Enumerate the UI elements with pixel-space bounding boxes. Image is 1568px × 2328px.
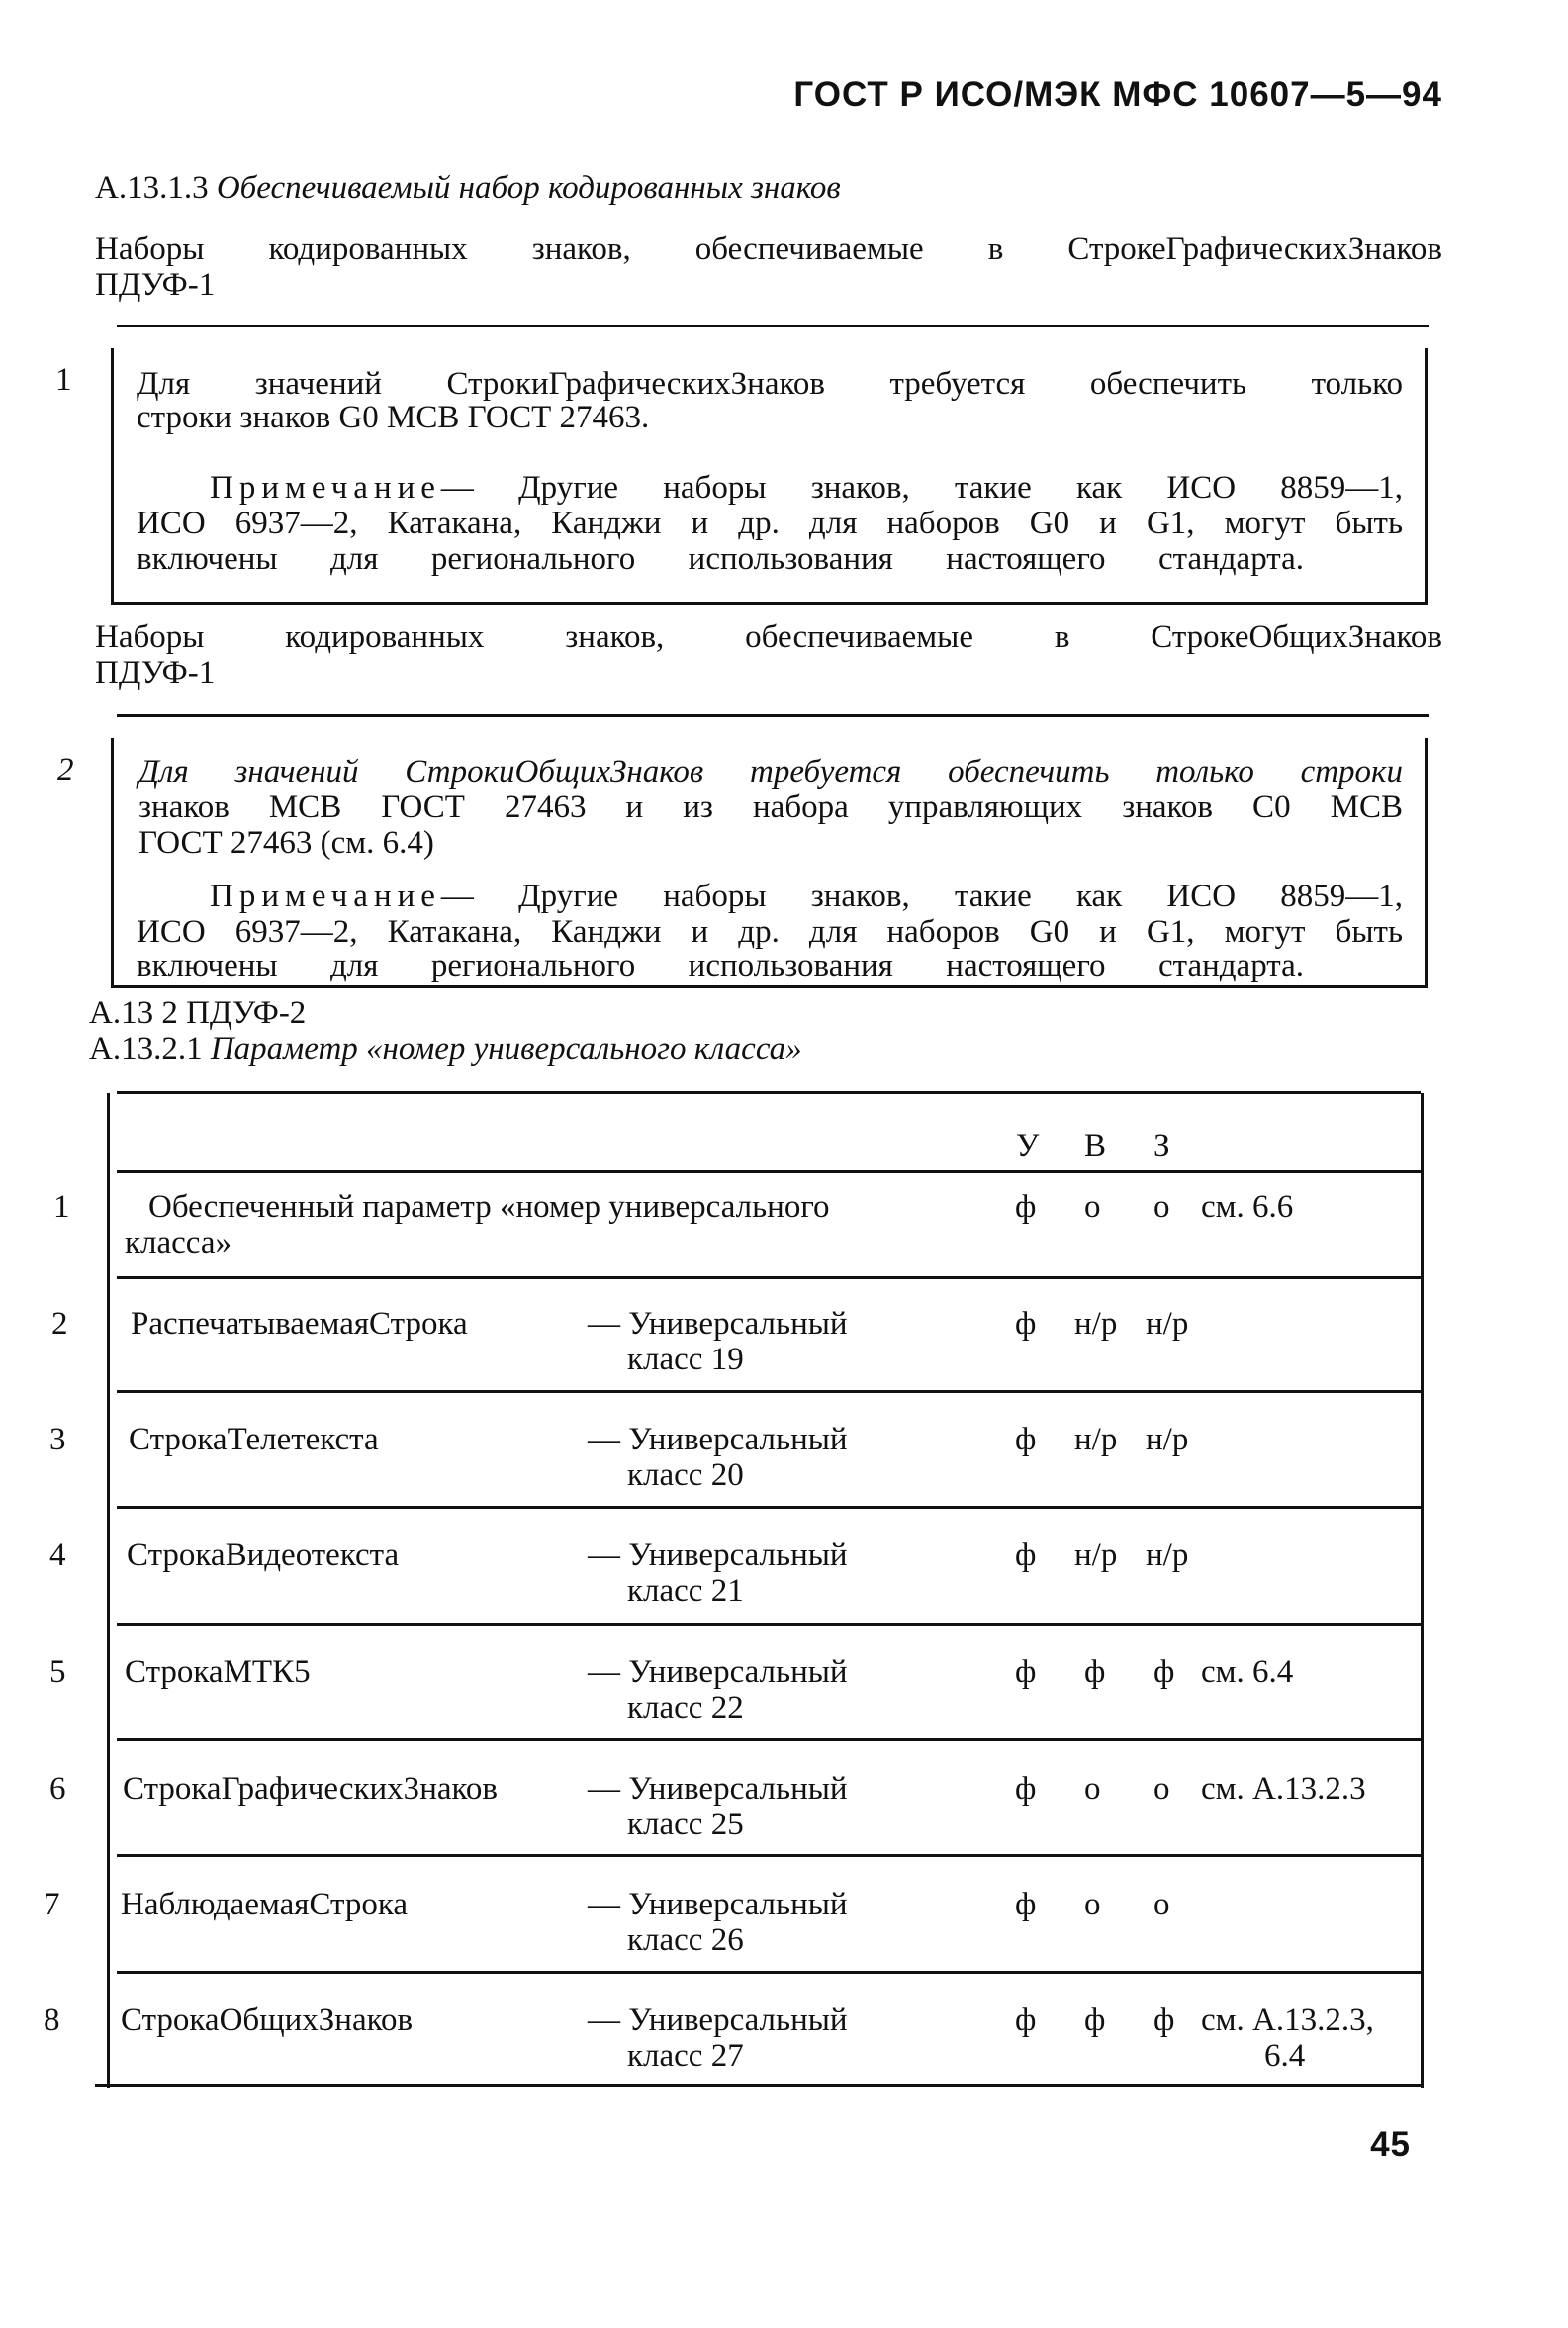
row-desc: — Универсальный <box>588 1537 848 1573</box>
row-v: о <box>1084 1189 1101 1225</box>
row-number: 2 <box>51 1306 68 1342</box>
box1-line2: строки знаков G0 МСВ ГОСТ 27463. <box>137 400 650 435</box>
row-desc-cont: класс 20 <box>627 1457 744 1493</box>
row-name: СтрокаГрафическихЗнаков <box>123 1771 498 1807</box>
row-z: ф <box>1153 1654 1175 1690</box>
box1-right-rule <box>1425 348 1428 605</box>
table-row-rule <box>117 1390 1421 1393</box>
subsection-number: А.13.2.1 <box>89 1031 203 1067</box>
row-u: ф <box>1015 1887 1037 1922</box>
row-v: о <box>1084 1771 1101 1807</box>
box1-bottom-rule <box>111 602 1428 605</box>
subsection-title: Параметр «номер универсального класса» <box>210 1031 802 1067</box>
table-row-rule <box>117 1623 1421 1626</box>
intro-paragraph-2-line2: ПДУФ-1 <box>95 655 216 691</box>
row-desc: — Универсальный <box>588 1422 848 1457</box>
box2-top-rule <box>117 714 1429 717</box>
box2-note-line1 <box>210 879 1403 914</box>
section-heading-a13-2: А.13 2 ПДУФ-2 <box>89 995 307 1031</box>
row-number: 1 <box>53 1189 70 1225</box>
subsection-heading-a13-2-1 <box>89 1031 802 1067</box>
row-ref: см. 6.4 <box>1201 1654 1294 1690</box>
row-number: 5 <box>49 1654 66 1690</box>
box1-note-label: Примечание <box>210 470 441 506</box>
row-u: ф <box>1015 1189 1037 1225</box>
row-u: ф <box>1015 1654 1037 1690</box>
row-number: 4 <box>49 1537 66 1573</box>
row-ref-cont: 6.4 <box>1264 2038 1306 2074</box>
row-v: н/р <box>1074 1537 1118 1573</box>
box1-top-rule <box>117 325 1429 327</box>
table-left-rule <box>107 1093 110 2088</box>
box1-note-line1 <box>210 470 1403 506</box>
table-row-rule <box>117 1971 1421 1974</box>
row-z: о <box>1153 1887 1170 1922</box>
box2-line3: ГОСТ 27463 (см. 6.4) <box>138 825 434 861</box>
row-u: ф <box>1015 1771 1037 1807</box>
row-desc: — Универсальный <box>588 1771 848 1807</box>
row-name: СтрокаВидеотекста <box>127 1537 400 1573</box>
subsection-title: Обеспечиваемый набор кодированных знаков <box>216 170 841 206</box>
intro-paragraph-2-line1: Наборы кодированных знаков, обеспечиваемые в СтрокеОбщихЗнаков <box>95 619 1442 655</box>
intro-paragraph-1-line2: ПДУФ-1 <box>95 267 216 303</box>
row-ref: см. 6.6 <box>1201 1189 1294 1225</box>
row-z: н/р <box>1146 1422 1189 1457</box>
box2-number: 2 <box>57 752 74 788</box>
table-row-rule <box>117 1738 1421 1741</box>
table-top-rule <box>117 1091 1421 1094</box>
row-z: о <box>1153 1189 1170 1225</box>
subsection-number: А.13.1.3 <box>95 170 209 206</box>
row-ref: см. А.13.2.3, <box>1201 2002 1374 2038</box>
row-name: РаспечатываемаяСтрока <box>131 1306 468 1342</box>
row-desc-cont: класс 21 <box>627 1573 744 1609</box>
box2-note-label: Примечание <box>210 879 441 914</box>
row-desc-cont: класс 25 <box>627 1807 744 1842</box>
row-ref: см. А.13.2.3 <box>1201 1771 1366 1807</box>
column-header-z: З <box>1153 1128 1170 1164</box>
intro-paragraph-1-line1: Наборы кодированных знаков, обеспечиваемые в СтрокеГрафическихЗнаков <box>95 232 1442 267</box>
row-desc-cont: класс 26 <box>627 1922 744 1958</box>
box2-right-rule <box>1425 738 1428 985</box>
row-number: 7 <box>44 1887 60 1922</box>
row-number: 8 <box>44 2002 60 2038</box>
row-v: ф <box>1084 2002 1106 2038</box>
row-v: о <box>1084 1887 1101 1922</box>
table-bottom-rule <box>95 2084 1424 2087</box>
row-name: СтрокаТелетекста <box>129 1422 379 1457</box>
row-desc-cont: класс 19 <box>627 1342 744 1377</box>
box1-line1: Для значений СтрокиГрафическихЗнаков требуется обеспечить только <box>137 366 1403 402</box>
row-desc: — Универсальный <box>588 2002 848 2038</box>
box2-bottom-rule <box>111 985 1428 988</box>
column-header-v: В <box>1084 1128 1107 1164</box>
table-header-rule <box>117 1170 1421 1173</box>
box1-note-text: — Другие наборы знаков, такие как ИСО 8859—1, <box>440 470 1403 506</box>
row-name: Обеспеченный параметр «номер универсального <box>148 1189 830 1225</box>
table-row-rule <box>117 1276 1421 1279</box>
table-row-rule <box>117 1506 1421 1509</box>
page-number: 45 <box>1370 2125 1411 2164</box>
row-desc: — Универсальный <box>588 1654 848 1690</box>
row-name: СтрокаОбщихЗнаков <box>121 2002 414 2038</box>
box2-note-line3: включены для регионального использования настоящего стандарта. <box>137 948 1304 983</box>
table-right-rule <box>1421 1093 1424 2088</box>
row-z: н/р <box>1146 1537 1189 1573</box>
row-name: СтрокаМТК5 <box>125 1654 311 1690</box>
row-desc: — Универсальный <box>588 1887 848 1922</box>
row-z: ф <box>1153 2002 1175 2038</box>
box1-note-line2: ИСО 6937—2, Катакана, Канджи и др. для наборов G0 и G1, могут быть <box>137 506 1403 541</box>
box2-note-text: — Другие наборы знаков, такие как ИСО 8859—1, <box>440 879 1403 914</box>
column-header-u: У <box>1016 1128 1040 1164</box>
box2-left-rule <box>111 738 114 985</box>
box2-line1: Для значений СтрокиОбщихЗнаков требуется обеспечить только строки <box>138 754 1403 790</box>
box1-number: 1 <box>55 362 72 398</box>
box2-line2: знаков МСВ ГОСТ 27463 и из набора управляющих знаков С0 МСВ <box>138 790 1403 825</box>
table-row-rule <box>117 1854 1421 1857</box>
row-desc: — Универсальный <box>588 1306 848 1342</box>
row-z: о <box>1153 1771 1170 1807</box>
row-u: ф <box>1015 2002 1037 2038</box>
row-u: ф <box>1015 1422 1037 1457</box>
row-name: НаблюдаемаяСтрока <box>121 1887 409 1922</box>
row-v: н/р <box>1074 1422 1118 1457</box>
box1-note-line3: включены для регионального использования настоящего стандарта. <box>137 541 1304 577</box>
row-number: 6 <box>49 1771 66 1807</box>
row-v: ф <box>1084 1654 1106 1690</box>
box1-left-rule <box>111 348 114 605</box>
row-desc-cont: класс 22 <box>627 1690 744 1725</box>
row-number: 3 <box>49 1422 66 1457</box>
row-v: н/р <box>1074 1306 1118 1342</box>
document-header: ГОСТ Р ИСО/МЭК МФС 10607—5—94 <box>793 75 1442 114</box>
row-u: ф <box>1015 1537 1037 1573</box>
row-u: ф <box>1015 1306 1037 1342</box>
subsection-heading <box>95 170 841 206</box>
row-z: н/р <box>1146 1306 1189 1342</box>
row-desc-cont: класс 27 <box>627 2038 744 2074</box>
box2-note-line2: ИСО 6937—2, Катакана, Канджи и др. для наборов G0 и G1, могут быть <box>137 914 1403 950</box>
row-name-cont: класса» <box>125 1225 231 1260</box>
